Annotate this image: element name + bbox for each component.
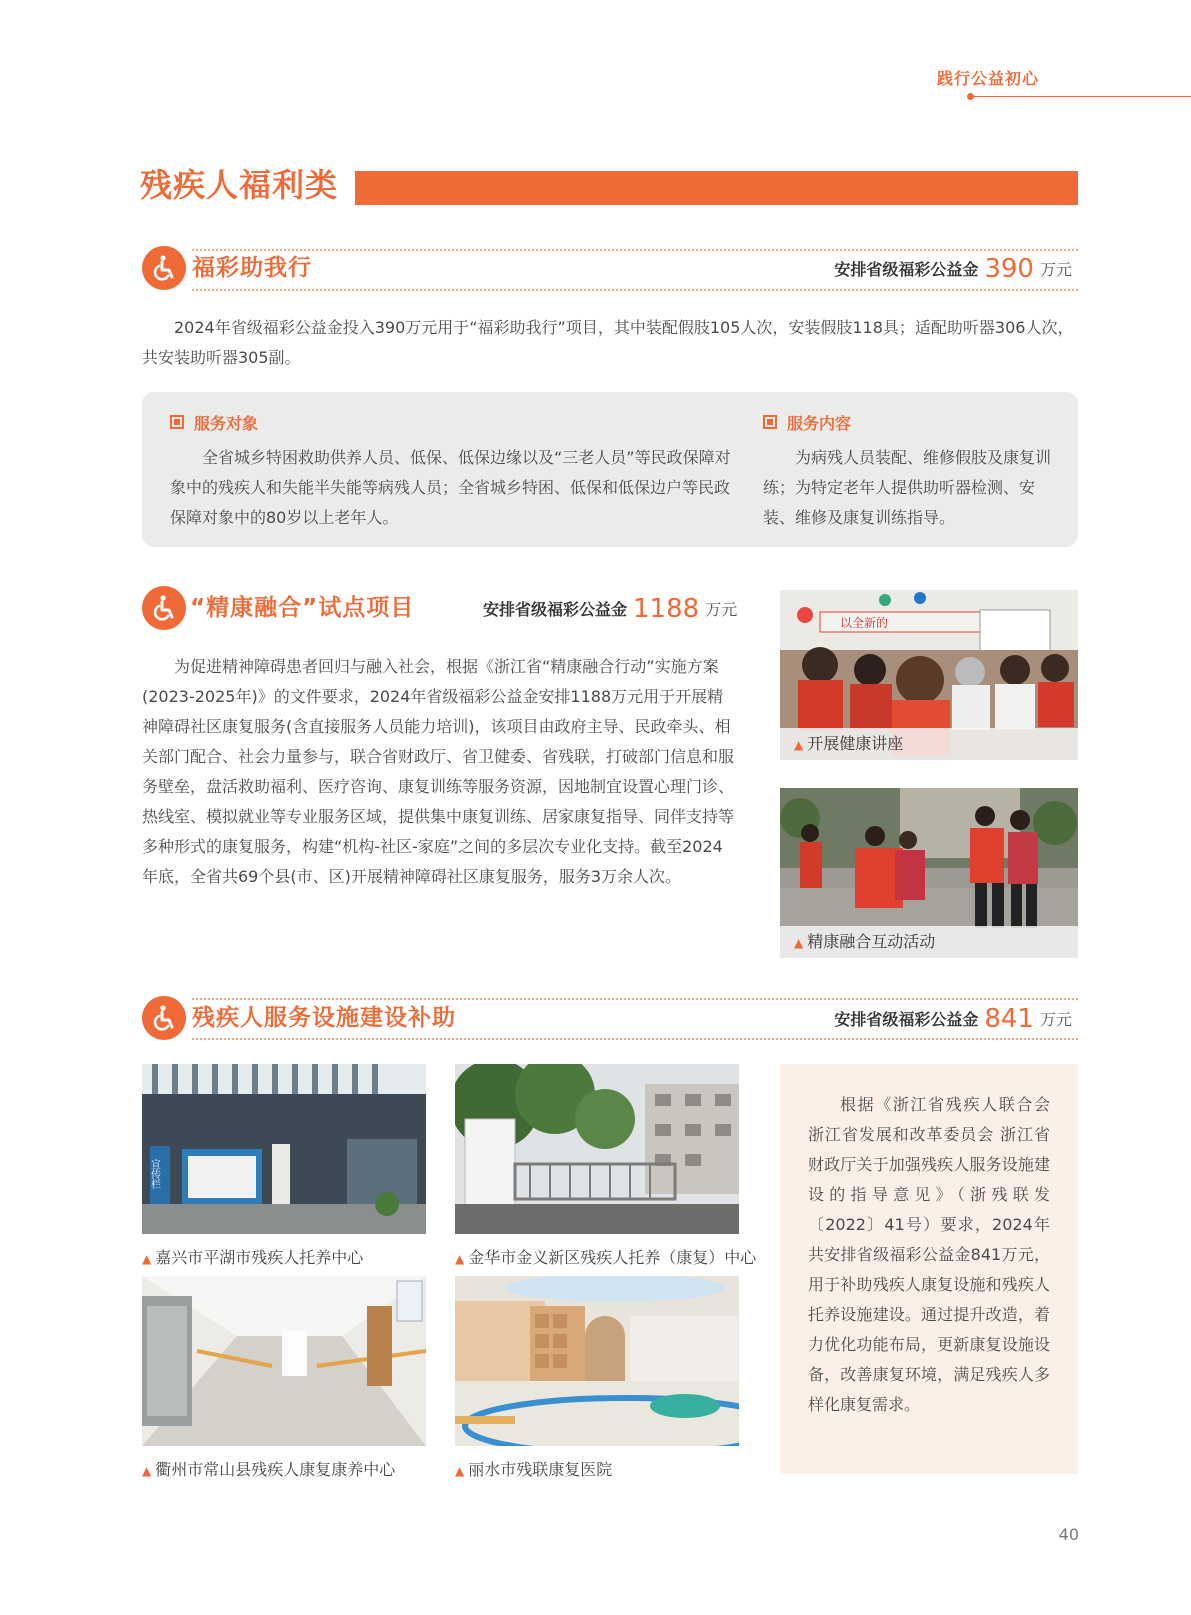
fund-unit: 万元 [705,600,738,619]
triangle-bullet-icon: ▲ [142,1464,152,1478]
fund-label: 安排省级福彩公益金 [483,600,628,619]
triangle-bullet-icon: ▲ [142,1252,152,1266]
health-lecture-caption: ▲ 开展健康讲座 [780,728,1078,760]
fund-unit: 万元 [1039,1010,1072,1029]
fund-label: 安排省级福彩公益金 [834,1010,979,1029]
wheelchair-icon [142,246,186,290]
running-header: 践行公益初心 [936,69,1039,88]
jinyi-center-caption: ▲ 金华市金义新区残疾人托养（康复）中心 [455,1248,757,1267]
pinghu-center-photo [142,1064,426,1234]
lishui-hospital-caption: ▲ 丽水市残联康复医院 [455,1460,613,1479]
service-target-text: 全省城乡特困救助供养人员、低保、低保边缘以及“三老人员”等民政保障对象中的残疾人和失能半失能等病残人员；全省城乡特困、低保和低保边户等民政保障对象中的80岁以上老年人。 [170,448,731,527]
section-title: 残疾人福利类 [140,166,339,204]
block2-title: “精康融合”试点项目 [190,595,415,621]
square-bullet-icon [170,415,184,429]
triangle-bullet-icon: ▲ [455,1464,465,1478]
triangle-bullet-icon: ▲ [794,738,804,752]
facility-description-text: 根据《浙江省残疾人联合会 浙江省发展和改革委员会 浙江省财政厅关于加强残疾人服务设施建设的指导意见》（浙残联发〔2022〕41号）要求，2024年共安排省级福彩公益金841万元，用于补助残疾人康复设施和残疾人托养设施建设。通过提升改造，着力优化功能布局，更新康复设施设备，改善康复环境，满足残疾人多样化康复需求。 [808,1095,1050,1414]
block1-title: 福彩助我行 [192,255,312,281]
service-target-heading: 服务对象 [170,411,738,437]
block1-fund [834,254,1072,285]
service-content [763,411,1053,533]
lishui-hospital-photo [455,1276,739,1446]
section-title-bar [355,171,1078,205]
banner-text: 以全新的 [840,616,889,630]
service-content-heading: 服务内容 [763,411,1053,437]
block2-fund [483,594,737,625]
dotted-rule-bottom [192,1038,1078,1040]
dotted-rule-bottom [192,289,1078,291]
dotted-rule-top [192,998,1078,1000]
interactive-activity-caption: ▲ 精康融合互动活动 [780,926,1078,958]
block1-paragraph: 2024年省级福彩公益金投入390万元用于“福彩助我行”项目，其中装配假肢105人次，安装假肢118具；适配助听器306人次，共安装助听器305副。 [142,318,1074,367]
block2-paragraph: 为促进精神障碍患者回归与融入社会，根据《浙江省“精康融合行动”实施方案(2023-2025年)》的文件要求，2024年省级福彩公益金安排1188万元用于开展精神障碍社区康复服务(含直接服务人员能力培训)，该项目由政府主导、民政牵头、相关部门配合、社会力量参与，联合省财政厅、省卫健委、省残联，打破部门信息和服务壁垒，盘活救助福利、医疗咨询、康复训练等服务资源，因地制宜设置心理门诊、热线室、模拟就业等专业服务区域，提供集中康复训练、居家康复指导、同伴支持等多种形式的康复服务，构建“机构-社区-家庭”之间的多层次专业化支持。截至2024年底，全省共69个县(市、区)开展精神障碍社区康复服务，服务3万余人次。 [142,657,735,886]
page-number: 40 [1058,1525,1079,1544]
block3-fund [834,1004,1072,1035]
wheelchair-icon [142,996,186,1040]
header-rule [972,96,1191,97]
fund-amount: 1188 [633,594,700,624]
wheelchair-icon [142,586,186,630]
triangle-bullet-icon: ▲ [794,936,804,950]
pinghu-center-caption: ▲ 嘉兴市平湖市残疾人托养中心 [142,1248,364,1267]
fund-unit: 万元 [1039,260,1072,279]
fund-amount: 390 [984,254,1034,284]
changshan-center-caption: ▲ 衢州市常山县残疾人康复康养中心 [142,1460,396,1479]
dotted-rule-top [192,249,1078,251]
fund-label: 安排省级福彩公益金 [834,260,979,279]
jinyi-center-photo [455,1064,739,1234]
triangle-bullet-icon: ▲ [455,1252,465,1266]
fund-amount: 841 [984,1004,1034,1034]
service-content-text: 为病残人员装配、维修假肢及康复训练；为特定老年人提供助听器检测、安装、维修及康复训练指导。 [763,448,1052,527]
service-target [170,411,738,533]
changshan-center-photo [142,1276,426,1446]
notice-board-sign: 宣传栏 [148,1159,160,1189]
header-dot [967,93,974,100]
square-bullet-icon [763,415,777,429]
block3-title: 残疾人服务设施建设补助 [192,1005,456,1031]
